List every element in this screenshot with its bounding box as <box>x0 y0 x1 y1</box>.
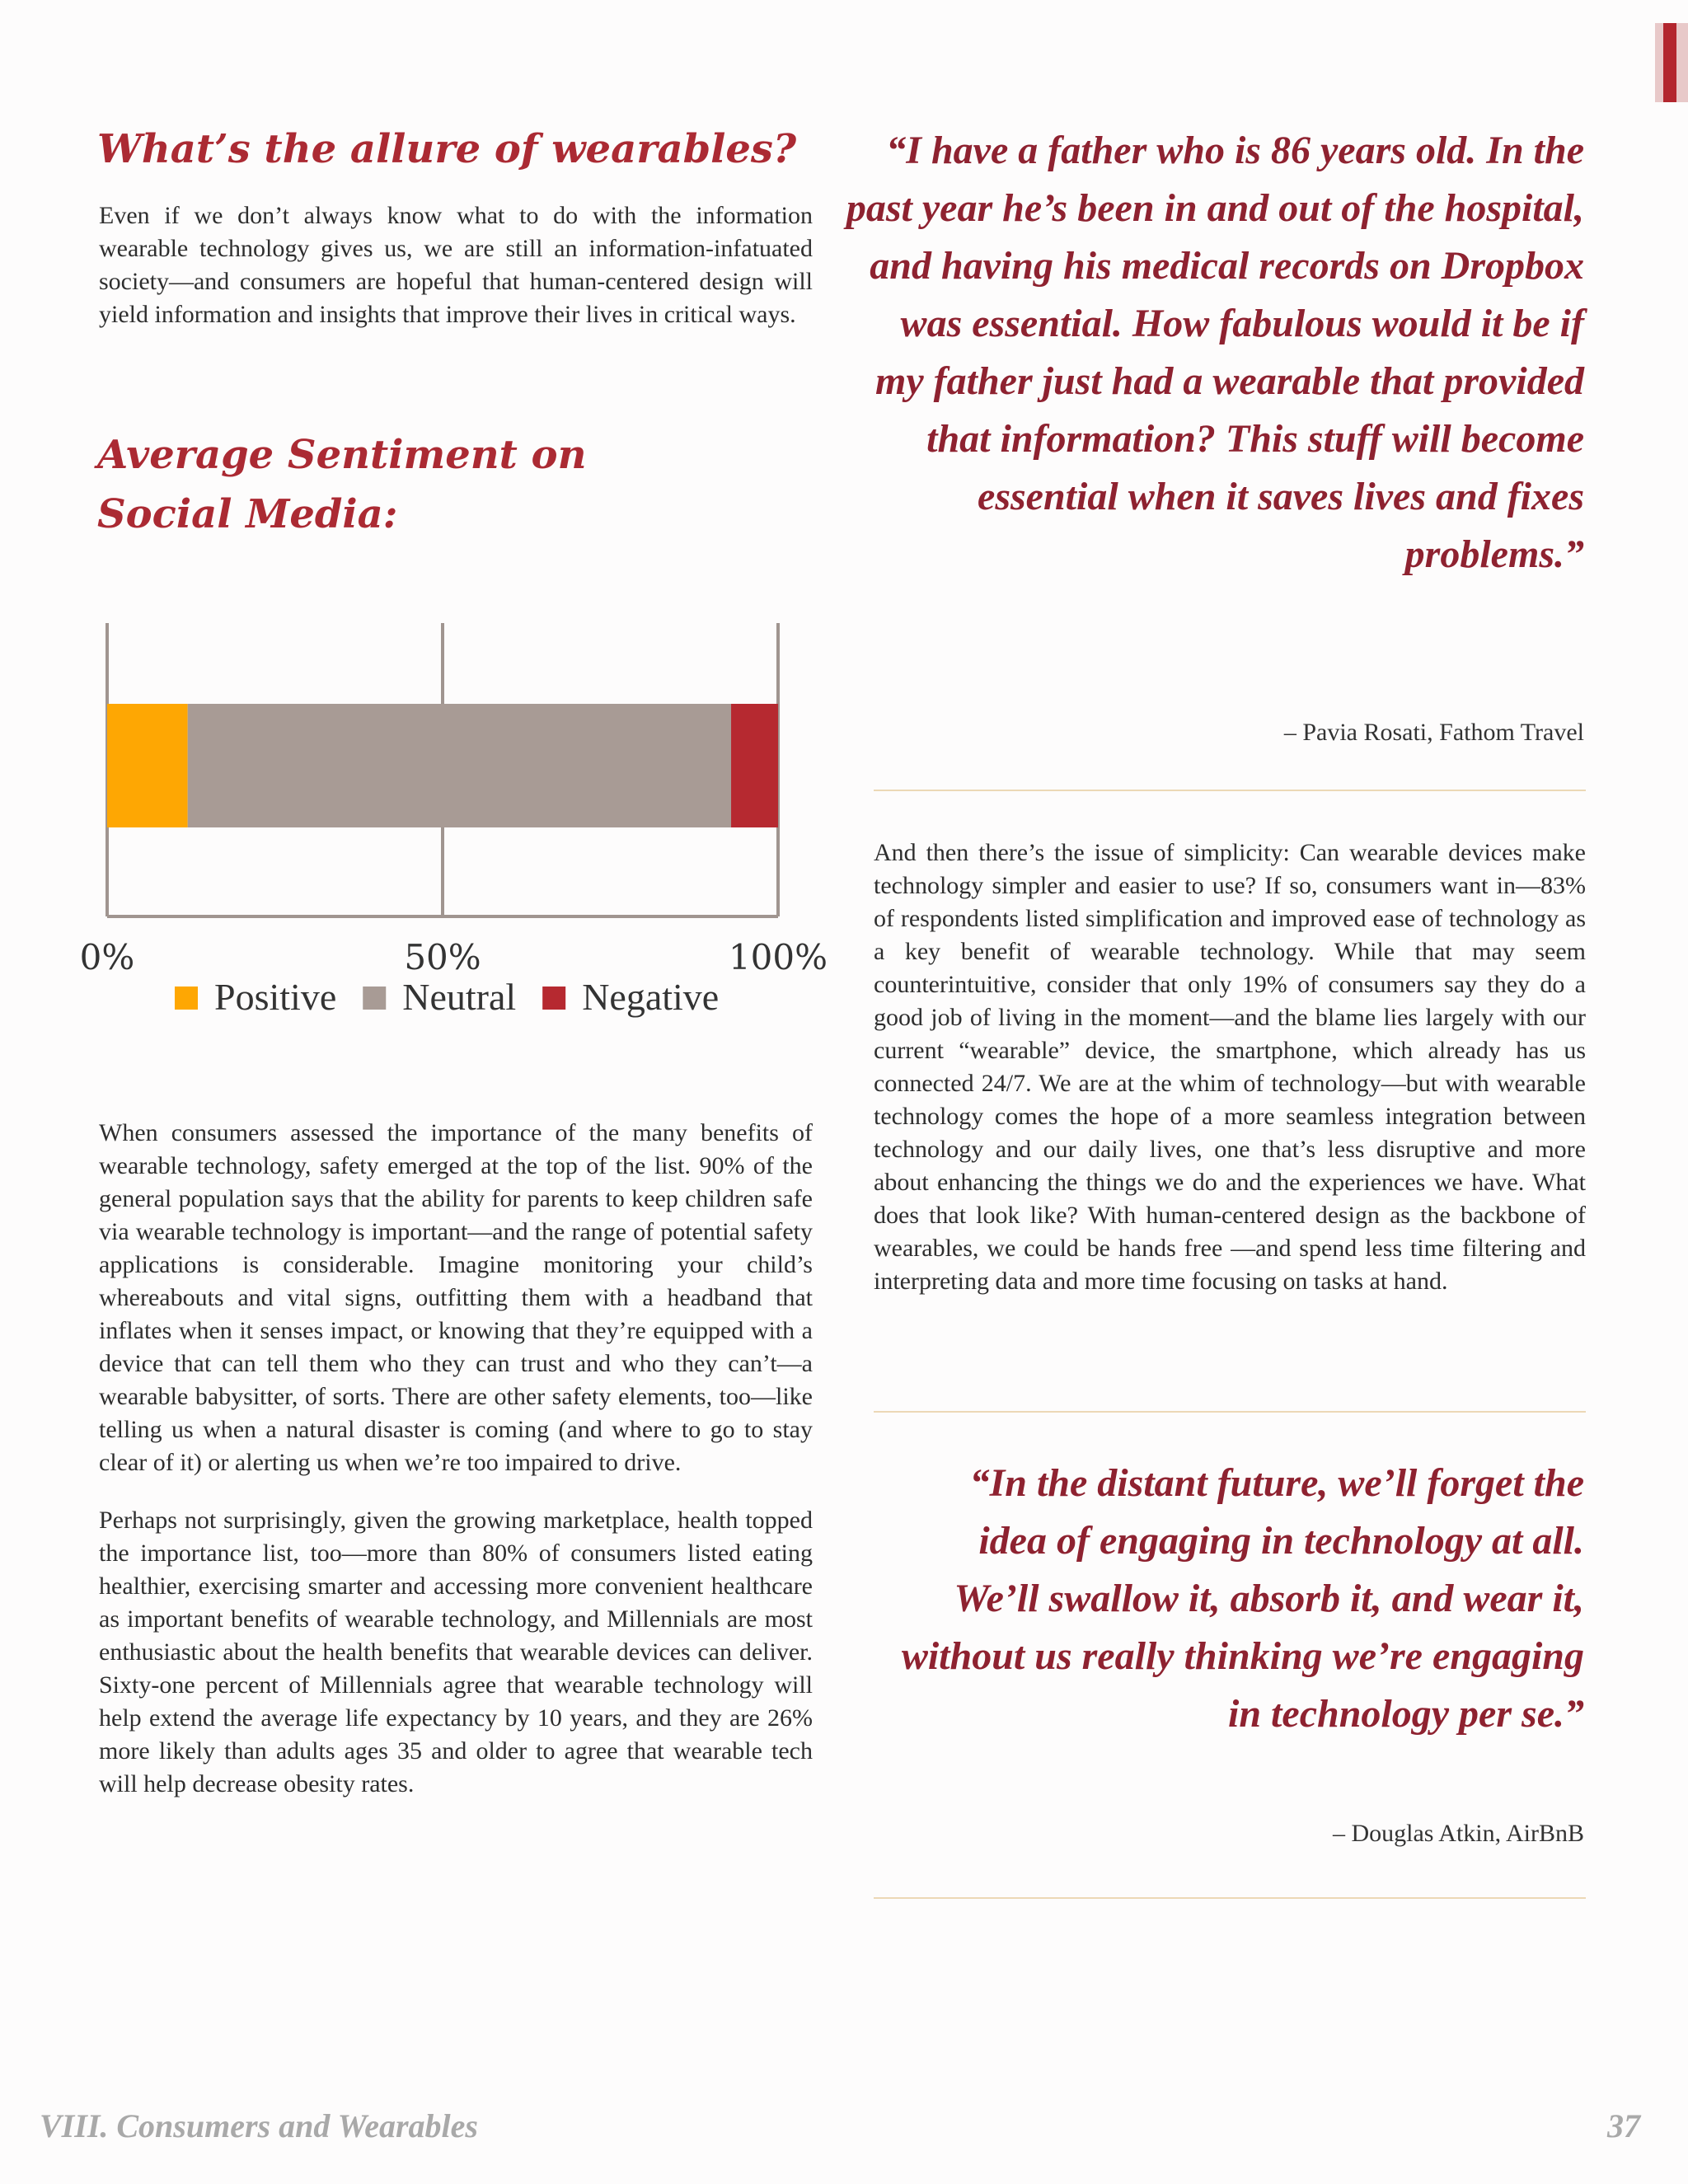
quote-rosati: “I have a father who is 86 years old. In the past year he’s been in and out of the hospital, and having his medical records on Dropbox was essential. How fabulous would it be if my father just had a wearable that provided that information? This stuff will become essential when it saves lives and fixes problems.” <box>846 129 1584 576</box>
x-tick-label: 50% <box>404 937 481 977</box>
divider <box>874 1897 1586 1899</box>
chart-legend <box>175 976 719 1018</box>
intro-text: Even if we don’t always know what to do with the information wearable technology gives us, we are still an information-infatuated society—and consumers are hopeful that human-centered design will yield information and insights that improve their lives in critical ways. <box>99 202 813 328</box>
bar-segment-neutral <box>188 704 731 827</box>
bar-segment-negative <box>731 704 778 827</box>
section-title: VIII. Consumers and Wearables <box>40 2107 478 2144</box>
sentiment-chart <box>0 593 857 1055</box>
bar-segment-positive <box>107 704 188 827</box>
x-tick-label: 100% <box>728 937 828 977</box>
legend-label-neutral: Neutral <box>402 976 517 1018</box>
corner-tab-marker <box>1663 23 1676 102</box>
simplicity-text: And then there’s the issue of simplicity: Can wearable devices make technology simpler and easier to use? If so, consumers want in—83% of respondents listed simplification and improved ease of technology as a key benefit of wearable technology. While that may seem counterintuitive, consider that only 19% of consumers say they do a good job of living in the moment—and the blame lies largely with our current “wearable” device, the smartphone, which already has us connected 24/7. We are at the whim of technology—but with wearable technology comes the hope of a more seamless integration between technology and our daily lives, one that’s less disruptive and more about enhancing the things we do and the experiences we have. What does that look like? With human-centered design as the backbone of wearables, we could be hands free —and spend less time filtering and interpreting data and more time focusing on tasks at hand. <box>874 839 1586 1295</box>
chart-heading: Average Sentiment on Social Media: <box>97 432 587 537</box>
legend-swatch-neutral <box>363 987 386 1010</box>
allure-heading: What’s the allure of wearables? <box>97 126 797 172</box>
x-tick-label: 0% <box>79 937 135 977</box>
divider <box>874 1411 1586 1413</box>
legend-label-positive: Positive <box>214 976 337 1018</box>
left-body <box>99 1117 813 1801</box>
chart-tick-labels <box>80 937 828 977</box>
simplicity-paragraph <box>874 837 1586 1298</box>
divider <box>874 790 1586 791</box>
quote-rosati-attribution: – Pavia Rosati, Fathom Travel <box>1283 719 1584 746</box>
safety-paragraph: When consumers assessed the importance of the many benefits of wearable technology, safety emerged at the top of the list. 90% of the general population says that the ability for parents to keep children safe via wearable technology is important—and the range of potential safety applications is considerable. Imagine monitoring your child’s whereabouts and vital signs, outfitting them with a headband that inflates when it senses impact, or knowing that they’re equipped with a device that can tell them who they can trust and who they can’t—a wearable babysitter, of sorts. There are other safety elements, too—like telling us when a natural disaster is coming (and where to go to stay clear of it) or alerting us when we’re too impaired to drive. <box>99 1119 813 1476</box>
chart-bars <box>107 704 778 827</box>
health-paragraph: Perhaps not surprisingly, given the growing marketplace, health topped the importance list, too—more than 80% of consumers listed eating healthier, exercising smarter and accessing more convenient healthcare as important benefits of wearable technology, and Millennials are most enthusiastic about the health benefits that wearable devices can deliver. Sixty-one percent of Millennials agree that wearable technology will help extend the average life expectancy by 10 years, and they are 26% more likely than adults ages 35 and older to agree that wearable tech will help decrease obesity rates. <box>99 1507 813 1797</box>
legend-label-negative: Negative <box>582 976 720 1018</box>
legend-swatch-negative <box>542 987 565 1010</box>
quote-atkin: “In the distant future, we’ll forget the idea of engaging in technology at all. We’ll swallow it, absorb it, and wear it, without us really thinking we’re engaging in technology per se.” <box>901 1461 1584 1736</box>
legend-swatch-positive <box>175 987 198 1010</box>
intro-paragraph <box>99 199 813 331</box>
quote-atkin-attribution: – Douglas Atkin, AirBnB <box>1332 1820 1584 1847</box>
page-number: 37 <box>1607 2107 1640 2144</box>
